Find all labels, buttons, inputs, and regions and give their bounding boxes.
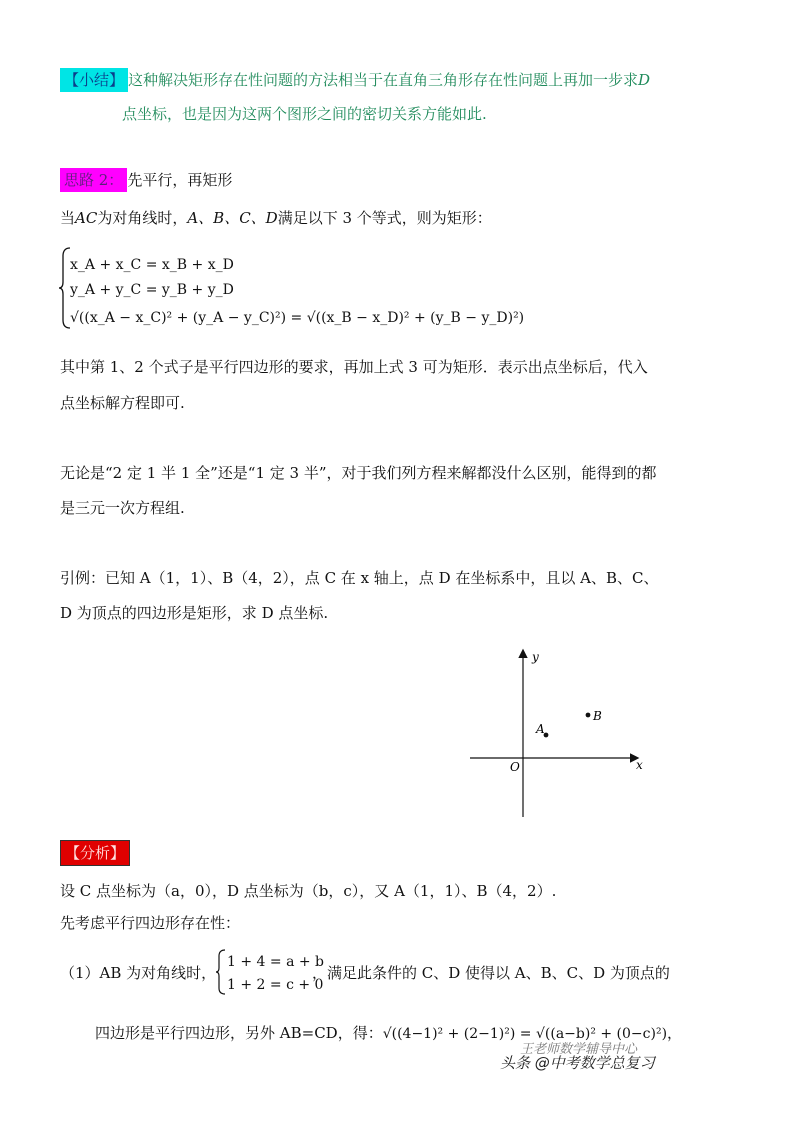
summary-tag: 【小结】 [60,68,128,92]
summary-line-2: 点坐标，也是因为这两个图形之间的密切关系方能如此. [122,105,487,123]
x-axis-label: x [636,758,643,772]
equation-3: √((x_A − x_C)² + (y_A − y_C)²) = √((x_B − x_D)² + (y_B − y_D)²) [70,310,525,326]
analysis-line-2: 先考虑平行四边形存在性： [60,914,241,932]
analysis-line-1: 设 C 点坐标为（a，0），D 点坐标为（b，c），又 A（1，1）、B（4，2）. [60,882,557,900]
equation-2: y_A + y_C = y_B + y_D [70,282,234,298]
equation-1: x_A + x_C = x_B + x_D [70,257,234,273]
analysis-tag: 【分析】 [60,840,130,866]
example-line-2: D 为顶点的四边形是矩形，求 D 点坐标. [60,604,329,622]
remark-line-1: 无论是“2 定 1 半 1 全”还是“1 定 3 半”，对于我们列方程来解都没什么区别，能得到的都 [60,464,657,482]
explanation-line-1: 其中第 1、2 个式子是平行四边形的要求，再加上式 3 可为矩形．表示出点坐标后，代入 [60,358,648,376]
case1-prefix: （1）AB 为对角线时， [60,964,217,982]
case1-eq-2: 1 + 2 = c + 0 [227,977,324,993]
case1-suffix: ，满足此条件的 C、D 使得以 A、B、C、D 为顶点的 [312,964,670,982]
point-b-label: B [593,709,602,723]
watermark-sub: 王老师数学辅导中心 [520,1042,638,1057]
case1-line2: 四边形是平行四边形，另外 AB=CD，得：√((4−1)² + (2−1)²) = √((a−b)² + (0−c)²)， [95,1024,683,1042]
idea2-title: 先平行，再矩形 [127,171,233,189]
point-b [586,713,591,718]
y-axis-label: y [532,650,539,664]
point-a-label: A [536,722,545,736]
remark-line-2: 是三元一次方程组. [60,499,185,517]
case1-brace-icon [215,948,227,996]
example-line-1: 引例：已知 A（1，1）、B（4，2），点 C 在 x 轴上，点 D 在坐标系中，且以 A、B、C、 [60,569,659,587]
coordinate-figure [465,645,655,825]
analysis-heading [60,840,130,866]
case1-eq-1: 1 + 4 = a + b [227,954,325,970]
origin-label: O [510,760,520,774]
explanation-line-2: 点坐标解方程即可. [60,394,185,412]
summary-line-1: 【小结】 这种解决矩形存在性问题的方法相当于在直角三角形存在性问题上再加一步求D [60,68,650,92]
watermark: 头条 @中考数学总复习 [500,1054,655,1072]
idea2-heading [60,168,232,192]
idea2-tag: 思路 2： [60,168,127,192]
condition-line: 当AC为对角线时，A、B、C、D满足以下 3 个等式，则为矩形： [60,209,492,227]
